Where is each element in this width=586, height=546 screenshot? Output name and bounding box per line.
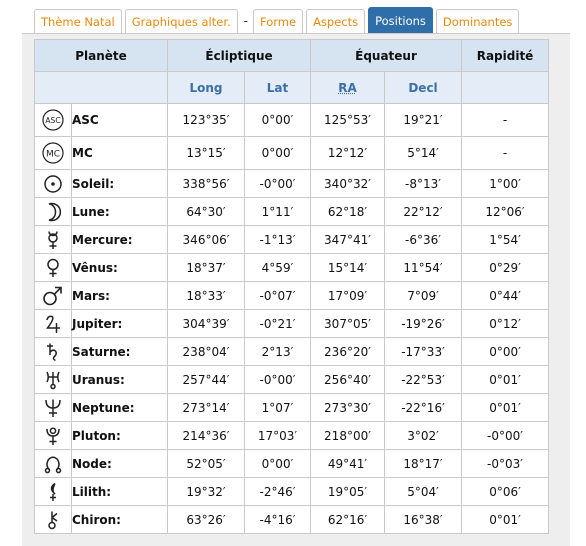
cell-longitude: 52°05′ xyxy=(168,450,245,478)
cell-declination: -19°26′ xyxy=(385,310,462,338)
node-icon xyxy=(35,454,71,474)
cell-right-ascension: 125°53′ xyxy=(311,104,385,137)
planet-name: Mars: xyxy=(72,282,168,310)
table-row xyxy=(35,422,549,450)
cell-speed: 0°01′ xyxy=(462,394,549,422)
cell-longitude: 257°44′ xyxy=(168,366,245,394)
planet-name: Pluton: xyxy=(72,422,168,450)
cell-latitude: -0°00′ xyxy=(245,170,311,198)
planet-name: Saturne: xyxy=(72,338,168,366)
header-ra-label: RA xyxy=(338,80,357,95)
cell-declination: -22°16′ xyxy=(385,394,462,422)
header-decl: Decl xyxy=(385,72,462,104)
tab-separator: - xyxy=(243,14,249,28)
cell-latitude: 4°59′ xyxy=(245,254,311,282)
svg-text:ASC: ASC xyxy=(45,116,61,125)
cell-latitude: -0°07′ xyxy=(245,282,311,310)
mars-icon xyxy=(35,286,71,306)
planet-symbol xyxy=(35,478,72,506)
cell-right-ascension: 12°12′ xyxy=(311,137,385,170)
header-planet: Planète xyxy=(35,40,168,72)
planet-symbol xyxy=(35,170,72,198)
table-row xyxy=(35,226,549,254)
cell-longitude: 63°26′ xyxy=(168,506,245,534)
cell-right-ascension: 256°40′ xyxy=(311,366,385,394)
table-row xyxy=(35,450,549,478)
table-row xyxy=(35,506,549,534)
header-blank xyxy=(35,72,168,104)
cell-speed: 12°06′ xyxy=(462,198,549,226)
planet-symbol xyxy=(35,198,72,226)
table-row xyxy=(35,282,549,310)
tab-positions[interactable]: Positions xyxy=(368,7,433,33)
tab-aspects[interactable]: Aspects xyxy=(306,9,365,33)
cell-latitude: -4°16′ xyxy=(245,506,311,534)
uranus-icon xyxy=(35,370,71,390)
header-equator: Équateur xyxy=(311,40,462,72)
cell-declination: -22°53′ xyxy=(385,366,462,394)
table-row xyxy=(35,478,549,506)
cell-longitude: 273°14′ xyxy=(168,394,245,422)
cell-right-ascension: 19°05′ xyxy=(311,478,385,506)
cell-right-ascension: 17°09′ xyxy=(311,282,385,310)
table-row xyxy=(35,310,549,338)
cell-declination: 5°04′ xyxy=(385,478,462,506)
header-blank-speed xyxy=(462,72,549,104)
cell-declination: 11°54′ xyxy=(385,254,462,282)
cell-longitude: 64°30′ xyxy=(168,198,245,226)
cell-right-ascension: 307°05′ xyxy=(311,310,385,338)
sun-icon xyxy=(35,174,71,194)
positions-table xyxy=(34,39,549,534)
cell-speed: 0°01′ xyxy=(462,366,549,394)
planet-name: Lune: xyxy=(72,198,168,226)
cell-longitude: 238°04′ xyxy=(168,338,245,366)
cell-right-ascension: 273°30′ xyxy=(311,394,385,422)
table-row xyxy=(35,394,549,422)
table-row xyxy=(35,170,549,198)
planet-symbol xyxy=(35,226,72,254)
cell-longitude: 18°37′ xyxy=(168,254,245,282)
cell-latitude: -0°00′ xyxy=(245,366,311,394)
venus-icon xyxy=(35,258,71,278)
cell-right-ascension: 236°20′ xyxy=(311,338,385,366)
cell-speed: 0°44′ xyxy=(462,282,549,310)
cell-latitude: 2°13′ xyxy=(245,338,311,366)
tab-dominantes[interactable]: Dominantes xyxy=(436,9,520,33)
cell-right-ascension: 62°18′ xyxy=(311,198,385,226)
planet-symbol xyxy=(35,338,72,366)
cell-right-ascension: 15°14′ xyxy=(311,254,385,282)
header-long: Long xyxy=(168,72,245,104)
moon-icon xyxy=(35,202,71,222)
cell-declination: 7°09′ xyxy=(385,282,462,310)
planet-symbol xyxy=(35,104,72,137)
cell-declination: 16°38′ xyxy=(385,506,462,534)
tab-theme-natal[interactable]: Thème Natal xyxy=(34,9,122,33)
lilith-icon xyxy=(35,482,71,502)
planet-name: ASC xyxy=(72,104,168,137)
cell-declination: 22°12′ xyxy=(385,198,462,226)
pluto-icon xyxy=(35,426,71,446)
mc-icon xyxy=(35,142,71,164)
cell-latitude: 0°00′ xyxy=(245,137,311,170)
table-row xyxy=(35,366,549,394)
cell-right-ascension: 340°32′ xyxy=(311,170,385,198)
cell-speed: - xyxy=(462,104,549,137)
planet-symbol xyxy=(35,394,72,422)
cell-speed: -0°03′ xyxy=(462,450,549,478)
cell-latitude: 1°11′ xyxy=(245,198,311,226)
planet-symbol xyxy=(35,137,72,170)
cell-declination: 5°14′ xyxy=(385,137,462,170)
svg-text:MC: MC xyxy=(45,149,61,160)
cell-speed: 0°00′ xyxy=(462,338,549,366)
cell-right-ascension: 62°16′ xyxy=(311,506,385,534)
cell-latitude: -2°46′ xyxy=(245,478,311,506)
chiron-icon xyxy=(35,510,71,530)
planet-name: Node: xyxy=(72,450,168,478)
cell-right-ascension: 347°41′ xyxy=(311,226,385,254)
cell-latitude: -0°21′ xyxy=(245,310,311,338)
planet-symbol xyxy=(35,506,72,534)
planet-symbol xyxy=(35,254,72,282)
cell-speed: 1°54′ xyxy=(462,226,549,254)
cell-speed: 0°01′ xyxy=(462,506,549,534)
cell-right-ascension: 49°41′ xyxy=(311,450,385,478)
cell-longitude: 19°32′ xyxy=(168,478,245,506)
cell-longitude: 338°56′ xyxy=(168,170,245,198)
cell-latitude: 17°03′ xyxy=(245,422,311,450)
jupiter-icon xyxy=(35,314,71,334)
cell-longitude: 123°35′ xyxy=(168,104,245,137)
table-row xyxy=(35,137,549,170)
cell-declination: -17°33′ xyxy=(385,338,462,366)
cell-latitude: -1°13′ xyxy=(245,226,311,254)
planet-name: Uranus: xyxy=(72,366,168,394)
cell-declination: 18°17′ xyxy=(385,450,462,478)
cell-speed: 1°00′ xyxy=(462,170,549,198)
planet-name: Chiron: xyxy=(72,506,168,534)
table-row xyxy=(35,338,549,366)
header-lat: Lat xyxy=(245,72,311,104)
planet-symbol xyxy=(35,366,72,394)
tab-graphiques-alter[interactable]: Graphiques alter. xyxy=(125,9,238,33)
cell-longitude: 13°15′ xyxy=(168,137,245,170)
cell-speed: 0°12′ xyxy=(462,310,549,338)
planet-name: Soleil: xyxy=(72,170,168,198)
tab-bar xyxy=(34,7,522,33)
planet-name: Neptune: xyxy=(72,394,168,422)
cell-declination: -8°13′ xyxy=(385,170,462,198)
neptune-icon xyxy=(35,398,71,418)
planet-symbol xyxy=(35,310,72,338)
cell-declination: 19°21′ xyxy=(385,104,462,137)
header-ra xyxy=(311,72,385,104)
saturn-icon xyxy=(35,342,71,362)
positions-panel xyxy=(22,33,570,546)
planet-name: Jupiter: xyxy=(72,310,168,338)
tab-forme[interactable]: Forme xyxy=(253,9,303,33)
planet-symbol xyxy=(35,422,72,450)
cell-declination: 3°02′ xyxy=(385,422,462,450)
cell-latitude: 0°00′ xyxy=(245,450,311,478)
cell-longitude: 304°39′ xyxy=(168,310,245,338)
cell-right-ascension: 218°00′ xyxy=(311,422,385,450)
cell-longitude: 346°06′ xyxy=(168,226,245,254)
cell-longitude: 18°33′ xyxy=(168,282,245,310)
cell-speed: 0°29′ xyxy=(462,254,549,282)
table-row xyxy=(35,198,549,226)
header-ecliptic: Écliptique xyxy=(168,40,311,72)
table-row xyxy=(35,254,549,282)
asc-icon xyxy=(35,109,71,131)
cell-declination: -6°36′ xyxy=(385,226,462,254)
planet-symbol xyxy=(35,450,72,478)
cell-speed: 0°06′ xyxy=(462,478,549,506)
cell-latitude: 1°07′ xyxy=(245,394,311,422)
planet-name: Lilith: xyxy=(72,478,168,506)
mercury-icon xyxy=(35,230,71,250)
planet-name: MC xyxy=(72,137,168,170)
planet-symbol xyxy=(35,282,72,310)
header-speed: Rapidité xyxy=(462,40,549,72)
cell-latitude: 0°00′ xyxy=(245,104,311,137)
cell-speed: - xyxy=(462,137,549,170)
planet-name: Vênus: xyxy=(72,254,168,282)
table-row xyxy=(35,104,549,137)
cell-longitude: 214°36′ xyxy=(168,422,245,450)
planet-name: Mercure: xyxy=(72,226,168,254)
cell-speed: -0°00′ xyxy=(462,422,549,450)
